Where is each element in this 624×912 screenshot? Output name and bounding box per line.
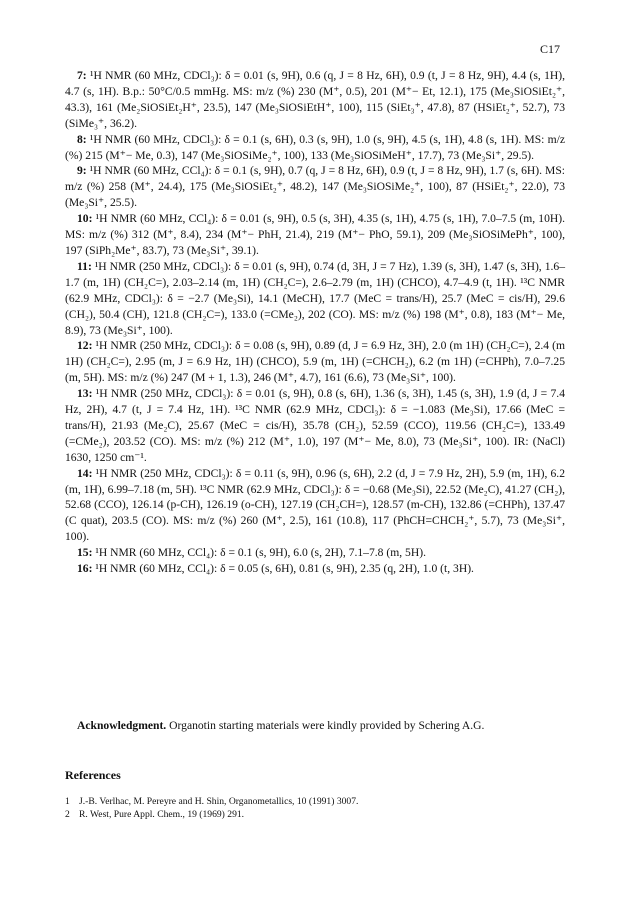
compound-label: 15: <box>77 546 93 560</box>
reference-text: R. West, Pure Appl. Chem., 19 (1969) 291. <box>79 809 245 820</box>
compound-entry-8 <box>65 132 565 164</box>
references-list <box>65 795 565 821</box>
compound-data: ¹H NMR (60 MHz, CDCl₃): δ = 0.01 (s, 9H), 0.6 (q, J = 8 Hz, 6H), 0.9 (t, J = 8 Hz, 9H), 4.4 (s, 1H), 4.7 (s, 1H). B.p.: 50°C/0.5 mmHg. MS: m/z (%) 230 (M⁺, 0.5), 201 (M⁺− Et, 12.1), 175 (Me₃SiOSiEt₂⁺, 43.3), 161 (Me₂SiOSiEt₂H⁺, 23.5), 147 (Me₃SiOSiEtH⁺, 100), 115 (SiEt₃⁺, 47.8), 87 (HSiEt₂⁺, 52.7), 73 (SiMe₃⁺, 36.2). <box>65 69 566 130</box>
acknowledgment-paragraph <box>65 718 565 734</box>
compound-label: 7: <box>77 69 87 82</box>
compound-entry-10 <box>65 211 565 259</box>
compound-data: ¹H NMR (60 MHz, CCl₄): δ = 0.05 (s, 6H), 0.81 (s, 9H), 2.35 (q, 2H), 1.0 (t, 3H). <box>95 562 474 576</box>
acknowledgment-section <box>65 718 565 734</box>
compound-label: 13: <box>77 387 93 401</box>
compound-entry-11 <box>65 259 565 339</box>
compound-entry-7 <box>65 68 565 132</box>
compound-entry-15 <box>65 545 565 561</box>
compound-entry-16 <box>65 561 565 577</box>
compound-data: ¹H NMR (60 MHz, CCl₄): δ = 0.1 (s, 9H), 0.7 (q, J = 8 Hz, 6H), 0.9 (t, J = 8 Hz, 9H), 1.7 (s, 6H). MS: m/z (%) 258 (M⁺, 24.4), 175 (Me₃SiOSiEt₂⁺, 48.2), 147 (Me₃SiOSiMe₂⁺, 100), 87 (HSiEt₂⁺, 22.0), 73 (Me₃Si⁺, 25.5). <box>65 164 565 210</box>
reference-item <box>65 808 565 821</box>
references-section <box>65 768 565 821</box>
acknowledgment-heading: Acknowledgment. <box>77 719 167 732</box>
compound-data: ¹H NMR (250 MHz, CDCl₃): δ = 0.01 (s, 9H), 0.74 (d, 3H, J = 7 Hz), 1.39 (s, 3H), 1.47 (s, 3H), 1.6–1.7 (m, 1H) (CH₂C=), 2.03–2.14 (m, 1H) (CH₂C=), 2.6–2.79 (m, 1H) (CHCO), 4.7–4.9 (t, 1H). ¹³C NMR (62.9 MHz, CDCl₃): δ = −2.7 (Me₃Si), 14.1 (MeCH), 17.7 (MeC = trans/H), 25.7 (MeC = cis/H), 29.6 (CH₂), 50.4 (CH), 121.8 (CH₂C=), 133.0 (=CMe₂), 202 (CO). MS: m/z (%) 198 (M⁺, 0.8), 183 (M⁺− Me, 8.9), 73 (Me₃Si⁺, 100). <box>65 259 565 337</box>
compound-entry-14 <box>65 466 565 546</box>
nmr-data-section <box>65 68 565 577</box>
compound-data: ¹H NMR (250 MHz, CDCl₃): δ = 0.11 (s, 9H), 0.96 (s, 6H), 2.2 (d, J = 7.9 Hz, 2H), 5.9 (m, 1H), 6.2 (m, 1H), 6.99–7.18 (m, 5H). ¹³C NMR (62.9 MHz, CDCl₃): δ = −0.68 (Me₃Si), 22.52 (Me₂C), 41.27 (CH₂), 52.68 (CCO), 126.14 (p-CH), 126.19 (o-CH), 127.19 (CH₂CH=), 128.57 (m-CH), 132.86 (=CHPh), 137.47 (C quat), 203.5 (CO). MS: m/z (%) 260 (M⁺, 2.5), 161 (10.8), 117 (PhCH=CHCH₂⁺, 5.7), 73 (Me₃Si⁺, 100). <box>65 466 565 544</box>
reference-text: J.-B. Verlhac, M. Pereyre and H. Shin, Organometallics, 10 (1991) 3007. <box>79 796 359 807</box>
reference-number: 2 <box>65 809 70 820</box>
compound-label: 12: <box>77 339 93 353</box>
reference-item <box>65 795 565 808</box>
reference-number: 1 <box>65 796 70 807</box>
compound-data: ¹H NMR (60 MHz, CDCl₃): δ = 0.1 (s, 6H), 0.3 (s, 9H), 1.0 (s, 9H), 4.5 (s, 1H), 4.8 (s, 1H). MS: m/z (%) 215 (M⁺− Me, 0.3), 147 (Me₃SiOSiMe₂⁺, 100), 133 (Me₃SiOSiMeH⁺, 17.7), 73 (Me₃Si⁺, 29.5). <box>65 132 565 162</box>
compound-data: ¹H NMR (250 MHz, CDCl₃): δ = 0.01 (s, 9H), 0.8 (s, 6H), 1.36 (s, 3H), 1.45 (s, 3H), 1.9 (d, J = 7.4 Hz, 2H), 4.7 (t, J = 7.4 Hz, 1H). ¹³C NMR (62.9 MHz, CDCl₃): δ = −1.083 (Me₃Si), 17.66 (MeC = trans/H), 21.93 (Me₂C), 25.67 (MeC = cis/H), 35.78 (CH₂), 52.59 (CCO), 119.56 (CH₂C=), 133.49 (=CMe₂), 203.52 (CO). MS: m/z (%) 212 (M⁺, 1.0), 197 (M⁺− Me, 8.0), 73 (Me₃Si⁺, 100). IR: (NaCl) 1630, 1250 cm⁻¹. <box>65 387 565 464</box>
compound-label: 14: <box>77 466 93 480</box>
compound-label: 11: <box>77 259 92 273</box>
compound-data: ¹H NMR (60 MHz, CCl₄): δ = 0.01 (s, 9H), 0.5 (s, 3H), 4.35 (s, 1H), 4.75 (s, 1H), 7.0–7.5 (m, 10H). MS: m/z (%) 312 (M⁺, 8.4), 234 (M⁺− PhH, 21.4), 219 (M⁺− PhO, 59.1), 209 (Me₃SiOSiMePh⁺, 100), 197 (SiPh₂Me⁺, 83.7), 73 (Me₃Si⁺, 39.1). <box>65 212 565 257</box>
compound-entry-9 <box>65 163 565 211</box>
compound-label: 16: <box>77 562 93 576</box>
references-heading: References <box>65 768 121 782</box>
page-number: C17 <box>539 42 560 56</box>
compound-data: ¹H NMR (60 MHz, CCl₄): δ = 0.1 (s, 9H), 6.0 (s, 2H), 7.1–7.8 (m, 5H). <box>95 546 426 560</box>
acknowledgment-text: Organotin starting materials were kindly provided by Schering A.G. <box>169 719 485 732</box>
compound-entry-13 <box>65 386 565 466</box>
compound-label: 10: <box>77 212 93 226</box>
compound-entry-12 <box>65 338 565 386</box>
compound-label: 9: <box>77 164 87 178</box>
compound-label: 8: <box>77 132 87 146</box>
compound-data: ¹H NMR (250 MHz, CDCl₃): δ = 0.08 (s, 9H), 0.89 (d, J = 6.9 Hz, 3H), 2.0 (m 1H) (CH₂C=), 2.4 (m 1H) (CH₂C=), 2.95 (m, J = 6.9 Hz, 1H) (CHCO), 5.9 (m, 1H) (=CHCH₂), 6.2 (m 1H) (=CHPh), 7.0–7.25 (m, 5H). MS: m/z (%) 247 (M + 1, 1.3), 246 (M⁺, 4.7), 161 (6.6), 73 (Me₃Si⁺, 100). <box>65 339 565 385</box>
